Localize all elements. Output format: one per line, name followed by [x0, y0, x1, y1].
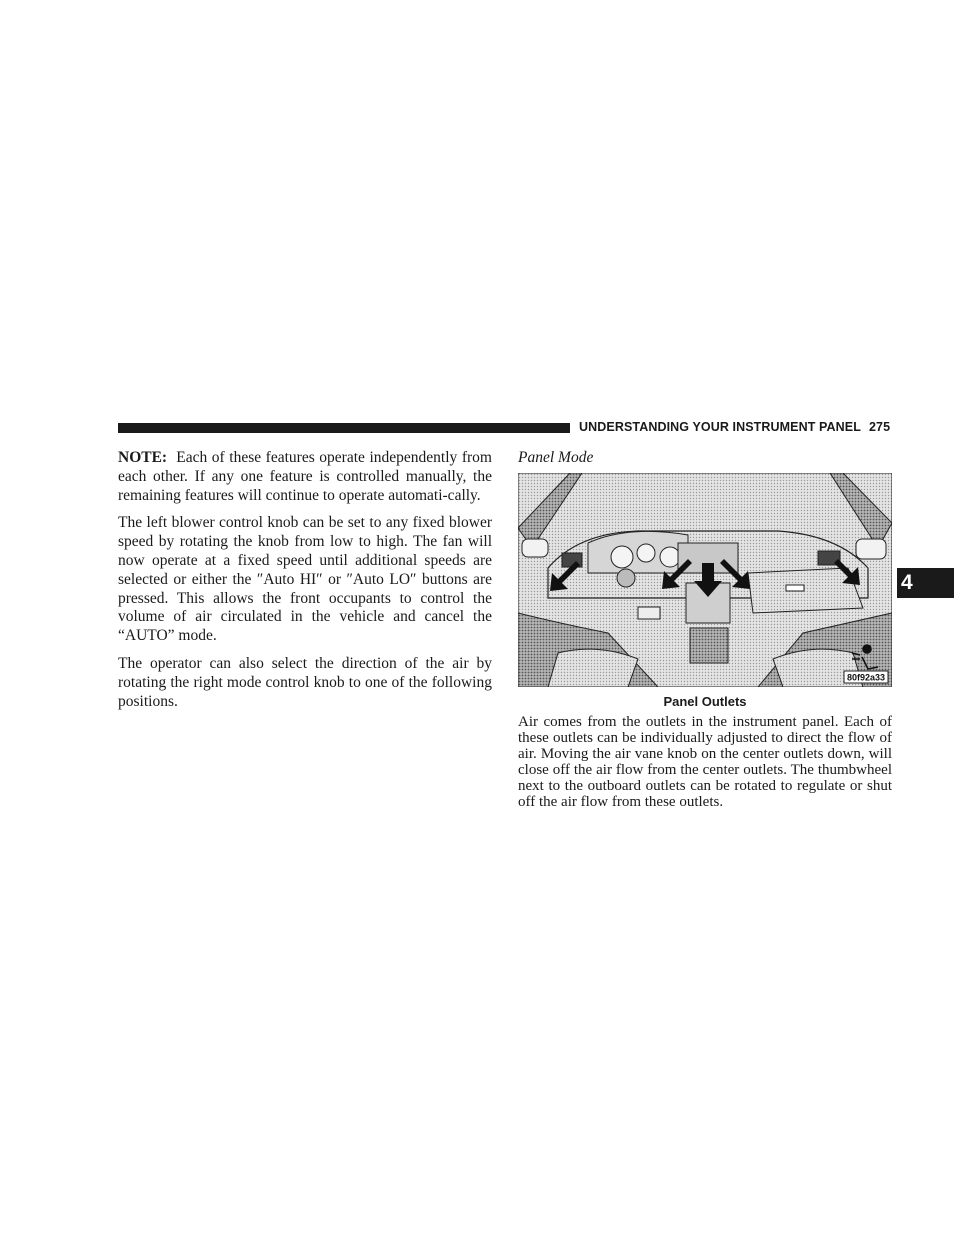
section-title: Panel Mode — [518, 449, 594, 466]
page-number: 275 — [868, 420, 891, 434]
panel-outlets-figure — [518, 473, 892, 687]
left-column — [118, 449, 492, 720]
running-header — [579, 420, 890, 434]
right-column — [518, 449, 892, 810]
note-paragraph — [118, 449, 492, 505]
chapter-tab: 4 — [897, 568, 954, 598]
note-text: Each of these features operate independently from each other. If any one feature is controlled manually, the remaining features will continue to operate automati-cally. — [118, 449, 492, 504]
header-title: UNDERSTANDING YOUR INSTRUMENT PANEL — [579, 420, 861, 434]
figure-code: 80f92a33 — [846, 672, 886, 683]
outlets-paragraph: Air comes from the outlets in the instrument panel. Each of these outlets can be individually adjusted to direct the flow of air. Moving the air vane knob on the center outlets down, will close off the air flow from the center outlets. The thumbwheel next to the outboard outlets can be rotated to regulate or shut off the air flow from these outlets. — [518, 714, 892, 810]
dashboard-illustration — [518, 473, 892, 687]
blower-paragraph: The left blower control knob can be set to any fixed blower speed by rotating the knob from low to high. The fan will now operate at a fixed speed until additional speeds are selected or either the ″Auto HI″ or ″Auto LO″ buttons are pressed. This allows the front occupants to control the volume of air circulated in the vehicle and cancel the “AUTO” mode. — [118, 514, 492, 645]
note-label: NOTE: — [118, 449, 168, 466]
figure-caption: Panel Outlets — [663, 694, 747, 709]
mode-paragraph: The operator can also select the direction of the air by rotating the right mode control knob to one of the following positions. — [118, 654, 492, 710]
header-rule — [118, 423, 570, 433]
